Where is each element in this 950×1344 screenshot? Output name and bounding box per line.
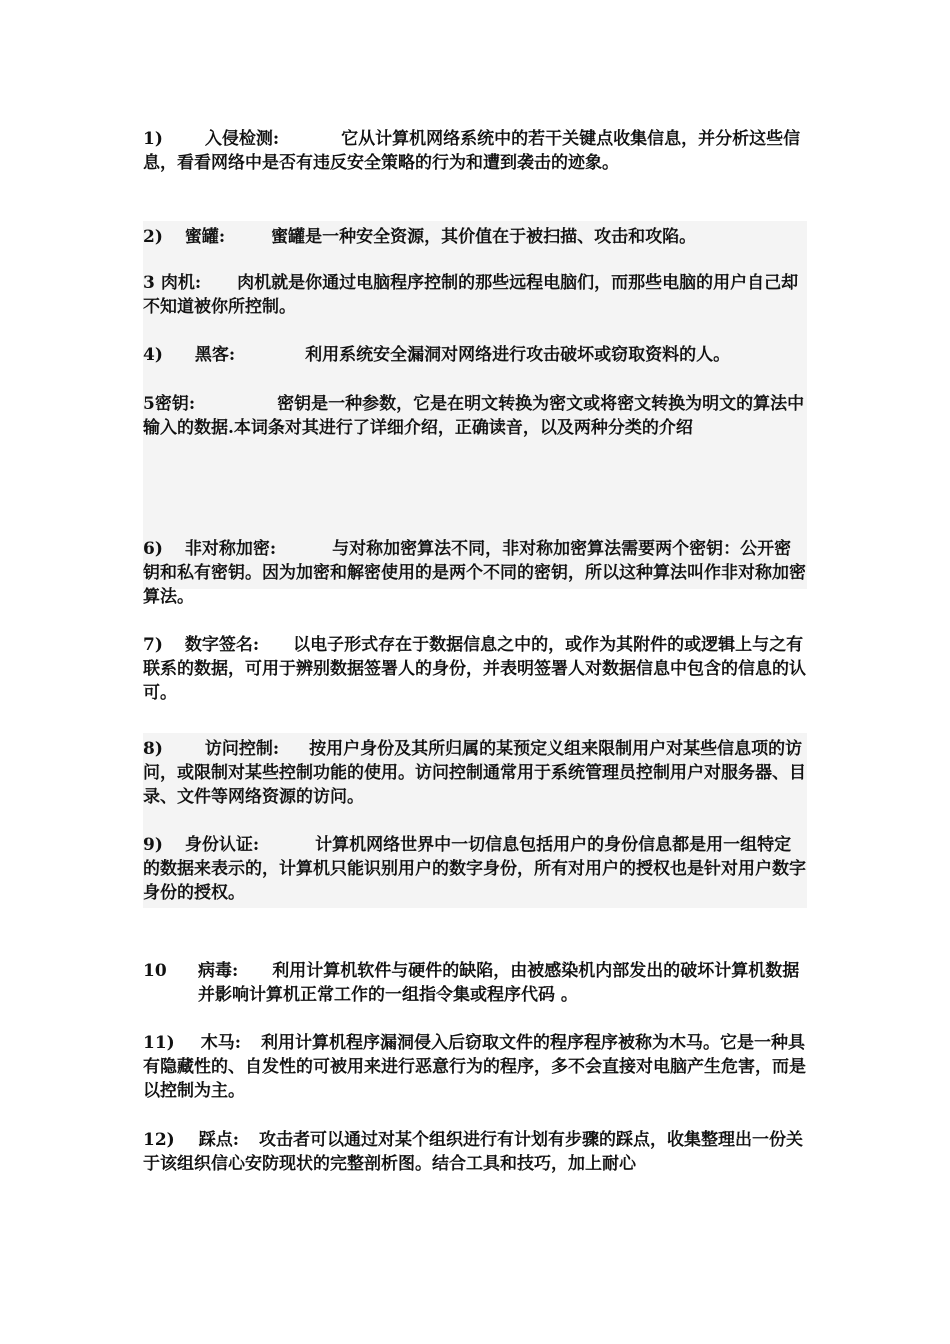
entry-definition: 按用户身份及其所归属的某预定义组来限制用户对某些信息项的访问，或限制对某些控制功能的使用。访问控制通常用于系统管理员控制用户对服务器、目录、文件等网络资源的访问。 (143, 739, 806, 807)
glossary-entry-11 (143, 1031, 807, 1103)
entry-number: 9) (143, 835, 163, 855)
glossary-entry-1 (143, 127, 807, 175)
entry-number: 11) (143, 1033, 175, 1053)
entry-number: 5 (143, 394, 155, 414)
entry-definition: 计算机网络世界中一切信息包括用户的身份信息都是用一组特定的数据来表示的，计算机只能识别用户的数字身份，所有对用户的授权也是针对用户数字身份的授权。 (143, 835, 806, 903)
glossary-entry-7 (143, 633, 807, 705)
entry-term: 病毒: (198, 961, 239, 981)
glossary-entry-2 (143, 225, 807, 249)
entry-number: 4) (143, 345, 163, 365)
entry-definition: 它从计算机网络系统中的若干关键点收集信息，并分析这些信息，看看网络中是否有违反安全策略的行为和遭到袭击的迹象。 (143, 129, 801, 173)
entry-term: 访问控制: (204, 739, 280, 759)
entry-number: 12) (143, 1130, 175, 1150)
entry-definition: 利用系统安全漏洞对网络进行攻击破坏或窃取资料的人。 (305, 345, 731, 365)
glossary-entry-5 (143, 392, 807, 440)
entry-definition: 以电子形式存在于数据信息之中的，或作为其附件的或逻辑上与之有联系的数据，可用于辨别数据签署人的身份，并表明签署人对数据信息中包含的信息的认可。 (143, 635, 806, 703)
entry-term: 入侵检测: (204, 129, 280, 149)
glossary-entry-6 (143, 537, 807, 609)
entry-definition: 密钥是一种参数，它是在明文转换为密文或将密文转换为明文的算法中输入的数据.本词条对其进行了详细介绍，正确读音，以及两种分类的介绍 (143, 394, 805, 438)
entry-term: 身份认证: (184, 835, 260, 855)
entry-definition: 蜜罐是一种安全资源，其价值在于被扫描、攻击和攻陷。 (271, 227, 697, 247)
entry-term: 数字签名: (184, 635, 260, 655)
entry-number: 3 (143, 273, 155, 293)
glossary-entry-3 (143, 271, 807, 319)
entry-definition: 利用计算机软件与硬件的缺陷，由被感染机内部发出的破坏计算机数据并影响计算机正常工作的一组指令集或程序代码 。 (198, 961, 800, 1005)
entry-definition: 与对称加密算法不同，非对称加密算法需要两个密钥：公开密钥和私有密钥。因为加密和解密使用的是两个不同的密钥，所以这种算法叫作非对称加密算法。 (143, 539, 806, 607)
glossary-entry-12 (143, 1128, 807, 1176)
entry-term: 肉机: (160, 273, 202, 293)
entry-definition: 肉机就是你通过电脑程序控制的那些远程电脑们，而那些电脑的用户自己却不知道被你所控制。 (143, 273, 799, 317)
entry-term: 蜜罐: (184, 227, 226, 247)
glossary-entry-8 (143, 737, 807, 809)
entry-term: 非对称加密: (184, 539, 277, 559)
entry-term: 踩点: (198, 1130, 239, 1150)
entry-number: 8) (143, 739, 163, 759)
entry-term: 黑客: (194, 345, 236, 365)
entry-definition: 攻击者可以通过对某个组织进行有计划有步骤的踩点，收集整理出一份关于该组织信心安防现状的完整剖析图。结合工具和技巧，加上耐心 (143, 1130, 803, 1174)
entry-number: 6) (143, 539, 163, 559)
entry-number: 10 (143, 961, 167, 981)
entry-number: 7) (143, 635, 163, 655)
glossary-entry-4 (143, 343, 807, 367)
entry-term: 密钥: (154, 394, 196, 414)
glossary-entry-10 (143, 959, 807, 1007)
entry-definition: 利用计算机程序漏洞侵入后窃取文件的程序程序被称为木马。它是一种具有隐藏性的、自发性的可被用来进行恶意行为的程序，多不会直接对电脑产生危害，而是以控制为主。 (143, 1033, 806, 1101)
glossary-entry-9 (143, 833, 807, 905)
entry-term: 木马: (200, 1033, 241, 1053)
entry-number: 1) (143, 129, 163, 149)
entry-number: 2) (143, 227, 163, 247)
